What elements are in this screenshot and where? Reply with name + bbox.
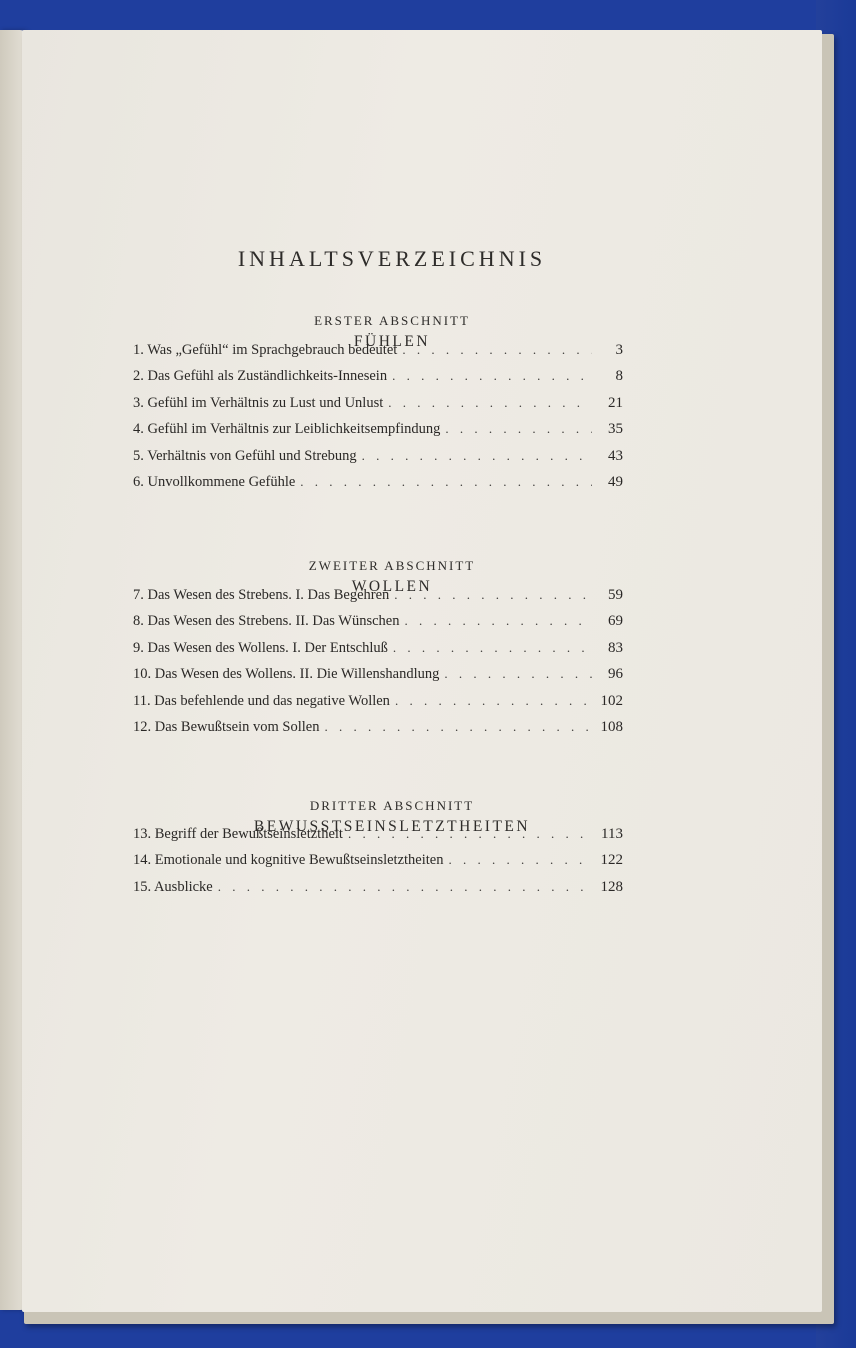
page-number: 59: [608, 587, 623, 603]
entry-title: 7. Das Wesen des Strebens. I. Das Begehren: [133, 587, 390, 603]
page-number: 43: [608, 447, 623, 464]
toc-entry[interactable]: [133, 826, 623, 852]
page-number: 8: [615, 368, 623, 385]
leader-dots: [393, 640, 592, 656]
toc-list: [133, 587, 623, 745]
toc-entry[interactable]: [133, 342, 623, 368]
toc-entry[interactable]: [133, 395, 623, 421]
leader-dots: [395, 693, 592, 709]
toc-entry[interactable]: [133, 666, 623, 692]
entry-title: 2. Das Gefühl als Zuständlichkeits-Innesein: [133, 368, 388, 385]
section-name: WOLLEN: [351, 578, 433, 595]
toc-entry[interactable]: [133, 879, 623, 905]
entry-title: 3. Gefühl im Verhältnis zu Lust und Unlust: [133, 394, 384, 411]
page-number: 96: [608, 666, 623, 683]
leader-dots: [402, 342, 592, 358]
toc-entry[interactable]: [133, 421, 623, 447]
leader-dots: [445, 421, 592, 437]
entry-title: 6. Unvollkommene Gefühle: [133, 473, 296, 490]
leader-dots: [362, 448, 592, 464]
entry-title: 9. Das Wesen des Wollens. I. Der Entschluß: [133, 639, 388, 656]
page-number: 35: [608, 421, 623, 438]
page-number: 21: [608, 394, 623, 411]
leader-dots: [388, 395, 592, 411]
page-number: 102: [600, 692, 623, 709]
leader-dots: [348, 826, 592, 842]
toc-entry[interactable]: [133, 368, 623, 394]
leader-dots: [218, 879, 592, 895]
entry-title: 11. Das befehlende und das negative Wollen: [133, 692, 390, 709]
entry-title: 15. Ausblicke: [133, 878, 213, 895]
leader-dots: [392, 368, 592, 384]
toc-entry[interactable]: [133, 693, 623, 719]
entry-title: 1. Was „Gefühl“ im Sprachgebrauch bedeutet: [133, 342, 398, 358]
entry-title: 13. Begriff der Bewußtseinsletztheit: [133, 826, 343, 842]
leader-dots: [324, 719, 592, 735]
section-label: DRITTER ABSCHNITT: [309, 798, 475, 813]
toc-entry[interactable]: [133, 474, 623, 500]
page-number: 69: [608, 613, 623, 630]
leader-dots: [444, 666, 592, 682]
leader-dots: [300, 474, 592, 490]
section-name: BEWUSSTSEINSLETZTHEITEN: [253, 818, 531, 835]
toc-entry[interactable]: [133, 587, 623, 613]
page-number: 113: [601, 826, 623, 842]
toc-entry[interactable]: [133, 852, 623, 878]
entry-title: 10. Das Wesen des Wollens. II. Die Willenshandlung: [133, 666, 440, 683]
leader-dots: [448, 852, 592, 868]
toc-entry[interactable]: [133, 719, 623, 745]
toc-list: [133, 342, 623, 500]
entry-title: 14. Emotionale und kognitive Bewußtseinsletztheiten: [133, 852, 444, 869]
entry-title: 12. Das Bewußtsein vom Sollen: [133, 718, 320, 735]
page-number: 122: [600, 852, 623, 869]
section-label: ERSTER ABSCHNITT: [314, 313, 470, 328]
toc-entry[interactable]: [133, 448, 623, 474]
page-number: 128: [600, 878, 623, 895]
section-name: FÜHLEN: [353, 333, 431, 350]
toc-entry[interactable]: [133, 613, 623, 639]
entry-title: 4. Gefühl im Verhältnis zur Leiblichkeitsempfindung: [133, 421, 441, 438]
section-label: ZWEITER ABSCHNITT: [308, 558, 476, 573]
leader-dots: [405, 613, 593, 629]
entry-title: 5. Verhältnis von Gefühl und Strebung: [133, 447, 357, 464]
toc-entry[interactable]: [133, 640, 623, 666]
page-number: 49: [608, 473, 623, 490]
page-number: 3: [615, 342, 623, 358]
toc-list: [133, 826, 623, 905]
page-number: 108: [600, 718, 623, 735]
book-page: [22, 30, 822, 1312]
leader-dots: [394, 587, 592, 603]
entry-title: 8. Das Wesen des Strebens. II. Das Wünschen: [133, 613, 400, 630]
page-title: INHALTSVERZEICHNIS: [237, 246, 547, 271]
page-number: 83: [608, 639, 623, 656]
